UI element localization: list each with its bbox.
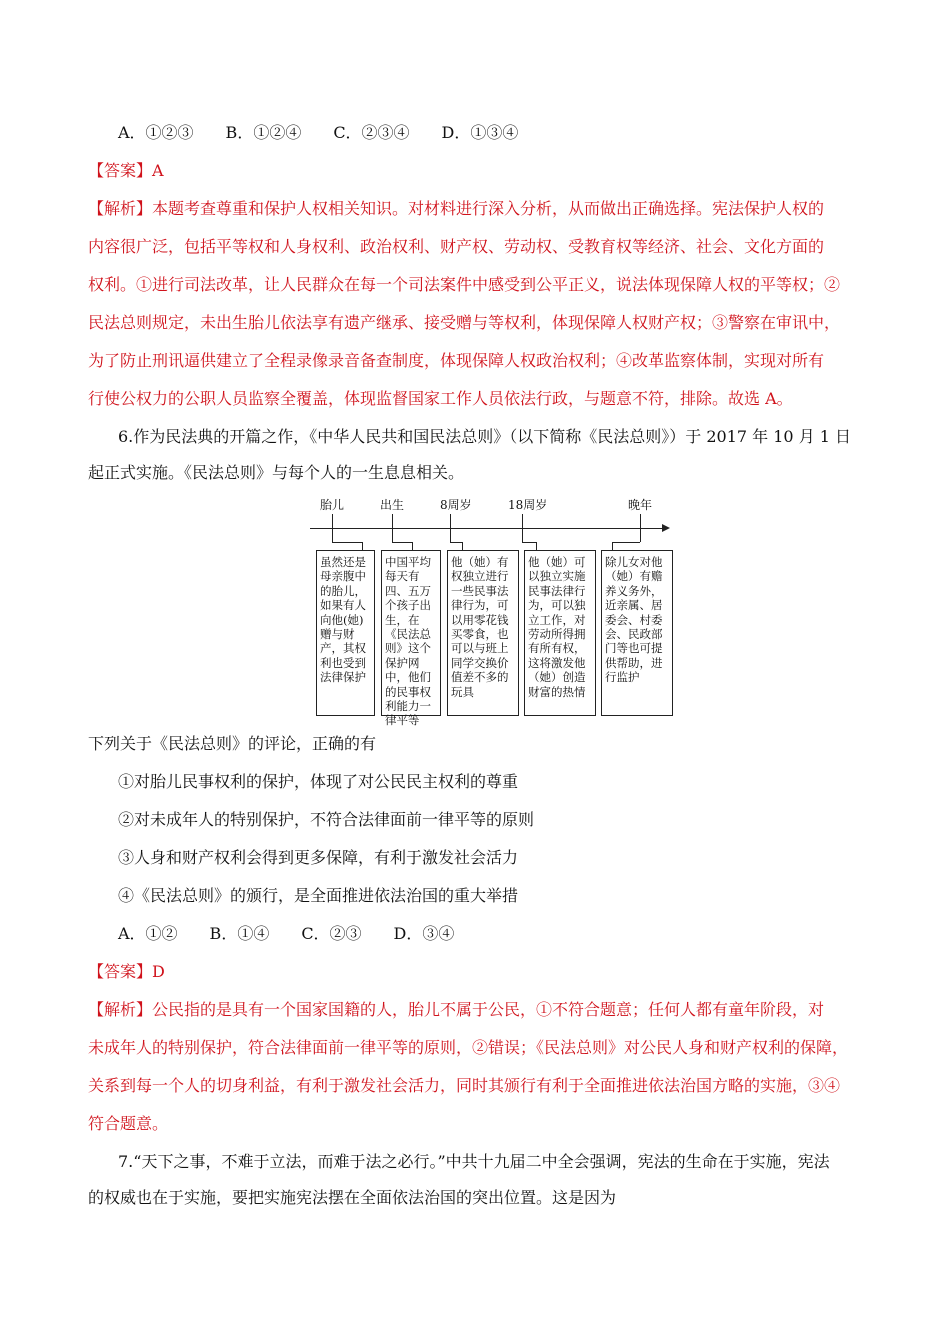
- connector-hook: [332, 542, 362, 543]
- q6-stem-line: 6.作为民法典的开篇之作，《中华人民共和国民法总则》（以下简称《民法总则》）于 2017 年 10 月 1 日: [118, 427, 852, 446]
- connector-tick: [392, 514, 393, 542]
- stage-box-old-age: 除儿女对他（她）有赡养义务外，近亲属、居委会、村委会、民政部门等也可提供帮助，进行监护: [601, 550, 673, 716]
- connector-hook: [522, 542, 536, 543]
- q5-analysis-line: 权利。①进行司法改革，让人民群众在每一个司法案件中感受到公平正义，说法体现保障人权的平等权；②: [88, 275, 841, 294]
- q5-analysis-line: 为了防止刑讯逼供建立了全程录像录音备查制度，体现保障人权政治权利；④改革监察体制，实现对所有: [88, 351, 825, 370]
- connector-tick: [612, 542, 613, 550]
- q6-options: A．①② B．①④ C．②③ D．③④: [118, 924, 455, 943]
- stage-label-old-age: 晚年: [628, 498, 653, 512]
- connector-tick: [450, 514, 451, 542]
- q6-item: ③人身和财产权利会得到更多保障，有利于激发社会活力: [118, 848, 519, 867]
- q6-analysis-line: 【解析】公民指的是具有一个国家国籍的人，胎儿不属于公民，①不符合题意；任何人都有童年阶段，对: [88, 1000, 825, 1019]
- stage-box-birth: 中国平均每天有四、五万个孩子出生，在《民法总则》这个保护网中，他们的民事权利能力一律平等: [381, 550, 441, 716]
- connector-tick: [640, 514, 641, 542]
- stage-box-fetus: 虽然还是母亲腹中的胎儿，如果有人向他(她)赠与财产，其权利也受到法律保护: [316, 550, 375, 716]
- connector-tick: [362, 542, 363, 550]
- q6-question: 下列关于《民法总则》的评论，正确的有: [88, 734, 377, 753]
- q5-analysis-line: 行使公权力的公职人员监察全覆盖，体现监督国家工作人员依法行政，与题意不符，排除。故选 A。: [88, 389, 793, 408]
- connector-tick: [462, 542, 463, 550]
- connector-tick: [412, 542, 413, 550]
- q6-analysis-line: 符合题意。: [88, 1114, 169, 1133]
- stage-box-age18: 他（她）可以独立实施民事法律行为，可以独立工作，对劳动所得拥有所有权，这将激发他（她）创造财富的热情: [524, 550, 596, 716]
- timeline-arrow-icon: [662, 524, 670, 532]
- connector-hook: [450, 542, 462, 543]
- q5-analysis-line: 内容很广泛，包括平等权和人身权利、政治权利、财产权、劳动权、受教育权等经济、社会、文化方面的: [88, 237, 825, 256]
- q6-item: ①对胎儿民事权利的保护，体现了对公民民主权利的尊重: [118, 772, 519, 791]
- timeline-axis: [310, 528, 666, 529]
- life-timeline-diagram: [300, 496, 680, 728]
- stage-label-birth: 出生: [380, 498, 405, 512]
- connector-tick: [522, 514, 523, 542]
- stage-label-age8: 8周岁: [440, 498, 472, 512]
- connector-tick: [536, 542, 537, 550]
- connector-hook: [612, 542, 640, 543]
- q6-item: ④《民法总则》的颁行，是全面推进依法治国的重大举措: [118, 886, 519, 905]
- q5-analysis-line: 民法总则规定，未出生胎儿依法享有遗产继承、接受赠与等权利，体现保障人权财产权；③警察在审讯中，: [88, 313, 841, 332]
- q5-answer: 【答案】A: [88, 161, 164, 180]
- q6-analysis-line: 未成年人的特别保护，符合法律面前一律平等的原则，②错误；《民法总则》对公民人身和财产权利的保障，: [88, 1038, 849, 1057]
- stage-label-age18: 18周岁: [508, 498, 548, 512]
- q6-item: ②对未成年人的特别保护，不符合法律面前一律平等的原则: [118, 810, 535, 829]
- q6-analysis-line: 关系到每一个人的切身利益，有利于激发社会活力，同时其颁行有利于全面推进依法治国方略的实施，③④: [88, 1076, 841, 1095]
- q5-analysis-line: 【解析】本题考查尊重和保护人权相关知识。对材料进行深入分析，从而做出正确选择。宪法保护人权的: [88, 199, 825, 218]
- stage-label-fetus: 胎儿: [320, 498, 345, 512]
- q7-stem-line: 7.“天下之事，不难于立法，而难于法之必行。”中共十九届二中全会强调，宪法的生命在于实施，宪法: [118, 1152, 830, 1171]
- q6-stem-line: 起正式实施。《民法总则》与每个人的一生息息相关。: [88, 463, 465, 482]
- connector-hook: [392, 542, 412, 543]
- stage-box-age8: 他（她）有权独立进行一些民事法律行为，可以用零花钱买零食，也可以与班上同学交换价值差不多的玩具: [447, 550, 519, 716]
- q6-answer: 【答案】D: [88, 962, 165, 981]
- q5-options: A．①②③ B．①②④ C．②③④ D．①③④: [118, 123, 519, 142]
- q7-stem-line: 的权威也在于实施，要把实施宪法摆在全面依法治国的突出位置。这是因为: [88, 1188, 617, 1207]
- connector-tick: [332, 514, 333, 542]
